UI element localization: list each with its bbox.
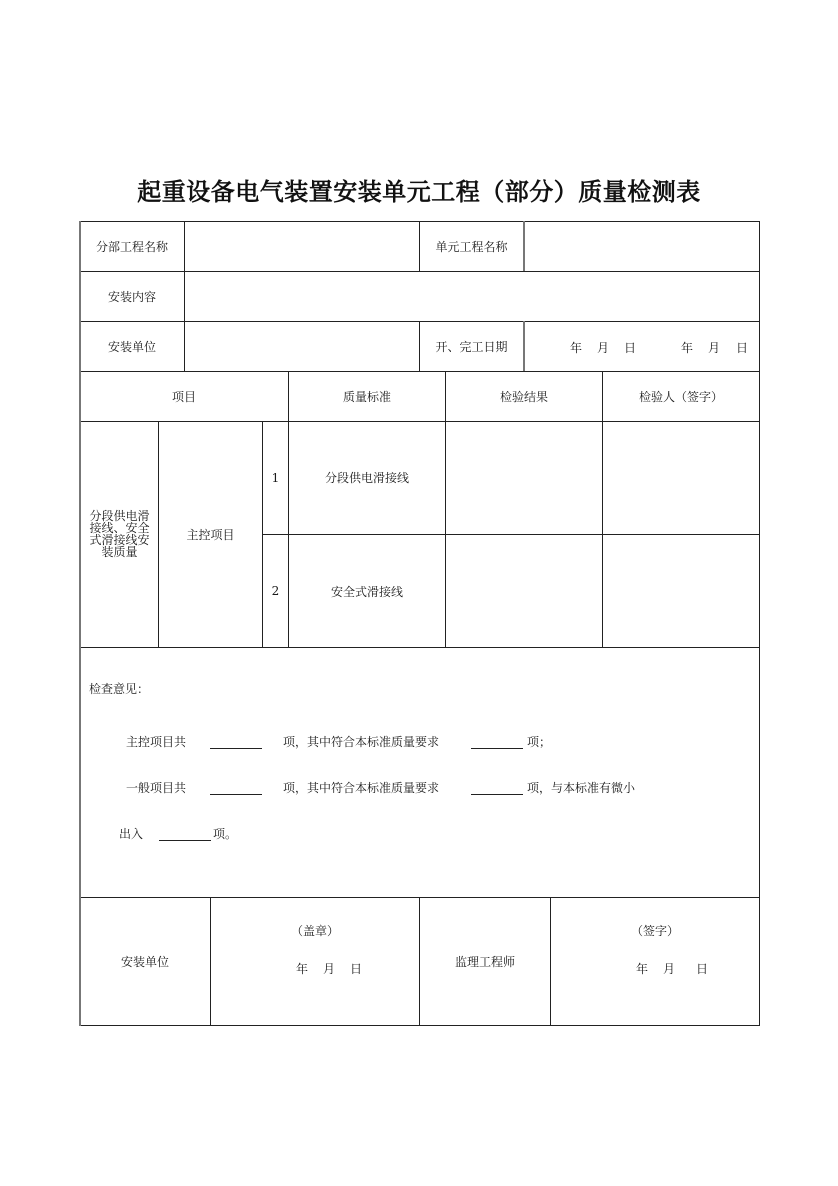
supervisor-day: 日 <box>696 962 709 976</box>
footer-install-unit-label: 安装单位 <box>120 954 169 969</box>
supervisor-year: 年 <box>636 962 649 976</box>
main-items-mid-text: 项，其中符合本标准质量要求 <box>283 735 440 749</box>
page-title: 起重设备电气装置安装单元工程（部分）质量检测表 <box>137 178 701 206</box>
opinion-label: 检查意见： <box>89 682 150 696</box>
column-header-inspector: 检验人（签字） <box>638 389 723 404</box>
start-day: 日 <box>624 341 637 355</box>
main-items-label: 主控项目共 <box>126 735 187 749</box>
row-inspector-field[interactable] <box>603 535 759 647</box>
unit-project-field[interactable] <box>525 221 759 271</box>
dates-label: 开、完工日期 <box>435 339 508 354</box>
start-year: 年 <box>570 341 583 355</box>
seal-note: （盖章） <box>291 924 340 938</box>
end-year: 年 <box>681 341 694 355</box>
general-items-total-field[interactable] <box>210 794 262 795</box>
sign-note: （签字） <box>631 924 680 938</box>
main-items-end-text: 项； <box>527 735 552 749</box>
install-month: 月 <box>323 962 336 976</box>
row-inspector-field[interactable] <box>603 421 759 534</box>
sub-project-field[interactable] <box>185 221 419 271</box>
main-items-total-field[interactable] <box>210 748 262 749</box>
install-content-field[interactable] <box>185 271 759 321</box>
row-number: 1 <box>271 470 280 485</box>
install-year: 年 <box>296 962 309 976</box>
install-content-label: 安装内容 <box>107 289 156 304</box>
supervisor-sign-field[interactable] <box>551 897 759 1025</box>
unit-project-label: 单元工程名称 <box>435 239 508 254</box>
main-items-pass-field[interactable] <box>471 748 523 749</box>
row-result-field[interactable] <box>446 535 602 647</box>
row-number: 2 <box>271 584 280 598</box>
deviation-end-text: 项。 <box>213 827 238 841</box>
section-category: 主控项目 <box>186 527 235 542</box>
supervisor-month: 月 <box>663 962 676 976</box>
divider <box>80 647 760 648</box>
end-day: 日 <box>736 341 749 355</box>
general-items-label: 一般项目共 <box>126 781 187 795</box>
install-unit-field[interactable] <box>185 321 419 371</box>
deviation-label: 出入 <box>119 827 144 841</box>
divider <box>80 1025 760 1026</box>
install-unit-seal-field[interactable] <box>211 897 419 1025</box>
column-header-result: 检验结果 <box>499 389 548 404</box>
install-day: 日 <box>350 962 363 976</box>
end-month: 月 <box>708 341 721 355</box>
general-items-end-text: 项，与本标准有微小 <box>527 781 636 795</box>
supervisor-label: 监理工程师 <box>454 954 515 969</box>
row-result-field[interactable] <box>446 421 602 534</box>
start-month: 月 <box>597 341 610 355</box>
row-standard: 安全式滑接线 <box>330 584 403 599</box>
install-unit-label: 安装单位 <box>107 339 156 354</box>
general-items-mid-text: 项，其中符合本标准质量要求 <box>283 781 440 795</box>
deviation-count-field[interactable] <box>159 840 211 841</box>
sub-project-label: 分部工程名称 <box>95 239 168 254</box>
row-standard: 分段供电滑接线 <box>324 471 409 485</box>
general-items-pass-field[interactable] <box>471 794 523 795</box>
dates-field[interactable] <box>525 321 759 371</box>
section-name: 分段供电滑接线、安全式滑接线安装质量 <box>89 509 150 559</box>
column-header-standard: 质量标准 <box>342 389 391 404</box>
column-header-item: 项目 <box>171 389 196 404</box>
divider <box>759 221 760 1026</box>
